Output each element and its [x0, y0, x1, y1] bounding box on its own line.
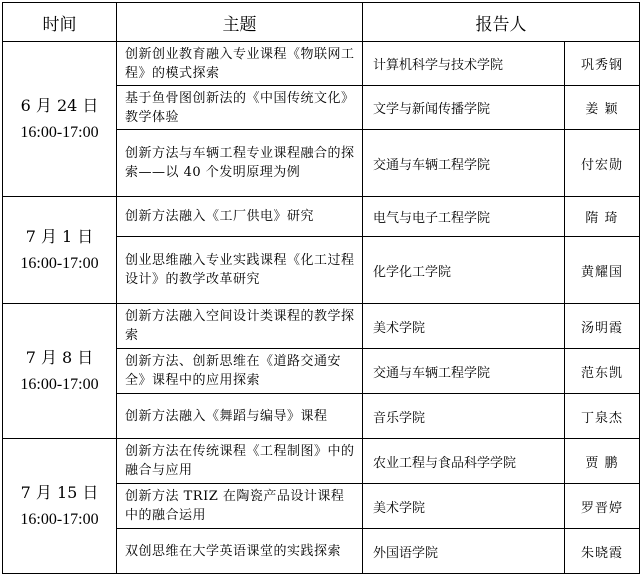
talk-college: 电气与电子工程学院	[363, 197, 565, 237]
talk-speaker: 罗晋婷	[565, 484, 640, 529]
talk-topic: 创新方法 TRIZ 在陶瓷产品设计课程中的融合运用	[117, 484, 363, 529]
talk-speaker: 范东凯	[565, 349, 640, 394]
talk-speaker: 朱晓霞	[565, 529, 640, 574]
table-row	[3, 197, 640, 237]
session-date: 7 月 8 日	[25, 348, 94, 367]
talk-topic: 双创思维在大学英语课堂的实践探索	[117, 529, 363, 574]
session-date-cell	[3, 197, 117, 304]
talk-college: 交通与车辆工程学院	[363, 130, 565, 197]
talk-topic: 创业思维融入专业实践课程《化工过程设计》的教学改革研究	[117, 237, 363, 304]
talk-speaker: 黄耀国	[565, 237, 640, 304]
header-row	[3, 3, 640, 42]
table-row	[3, 304, 640, 349]
talk-speaker: 贾 鹏	[565, 439, 640, 484]
talk-speaker: 付宏勋	[565, 130, 640, 197]
table-row	[3, 42, 640, 86]
session-date-cell	[3, 42, 117, 197]
talk-topic: 创新方法融入《舞蹈与编导》课程	[117, 394, 363, 439]
session-date-cell	[3, 439, 117, 574]
talk-speaker: 汤明霞	[565, 304, 640, 349]
talk-college: 交通与车辆工程学院	[363, 349, 565, 394]
talk-speaker: 姜 颖	[565, 86, 640, 130]
talk-topic: 创新方法融入《工厂供电》研究	[117, 197, 363, 237]
header-topic: 主题	[117, 3, 363, 42]
talk-speaker: 隋 琦	[565, 197, 640, 237]
talk-college: 美术学院	[363, 484, 565, 529]
session-date: 7 月 1 日	[25, 227, 94, 246]
talk-topic: 创新方法、创新思维在《道路交通安全》课程中的应用探索	[117, 349, 363, 394]
header-speaker: 报告人	[363, 3, 640, 42]
session-time: 16:00-17:00	[20, 255, 99, 272]
talk-college: 计算机科学与技术学院	[363, 42, 565, 86]
header-time: 时间	[3, 3, 117, 42]
session-date-cell	[3, 304, 117, 439]
talk-college: 音乐学院	[363, 394, 565, 439]
talk-topic: 基于鱼骨图创新法的《中国传统文化》教学体验	[117, 86, 363, 130]
schedule-table	[2, 2, 640, 574]
session-time: 16:00-17:00	[20, 124, 99, 141]
session-date: 7 月 15 日	[20, 483, 99, 502]
talk-topic: 创新创业教育融入专业课程《物联网工程》的模式探索	[117, 42, 363, 86]
talk-college: 农业工程与食品科学学院	[363, 439, 565, 484]
talk-topic: 创新方法在传统课程《工程制图》中的融合与应用	[117, 439, 363, 484]
session-time: 16:00-17:00	[20, 511, 99, 528]
talk-college: 外国语学院	[363, 529, 565, 574]
session-time: 16:00-17:00	[20, 376, 99, 393]
session-date: 6 月 24 日	[20, 96, 99, 115]
talk-speaker: 丁泉杰	[565, 394, 640, 439]
talk-topic: 创新方法融入空间设计类课程的教学探索	[117, 304, 363, 349]
table-row	[3, 439, 640, 484]
talk-topic: 创新方法与车辆工程专业课程融合的探索——以 40 个发明原理为例	[117, 130, 363, 197]
talk-speaker: 巩秀钢	[565, 42, 640, 86]
talk-college: 化学化工学院	[363, 237, 565, 304]
talk-college: 文学与新闻传播学院	[363, 86, 565, 130]
talk-college: 美术学院	[363, 304, 565, 349]
